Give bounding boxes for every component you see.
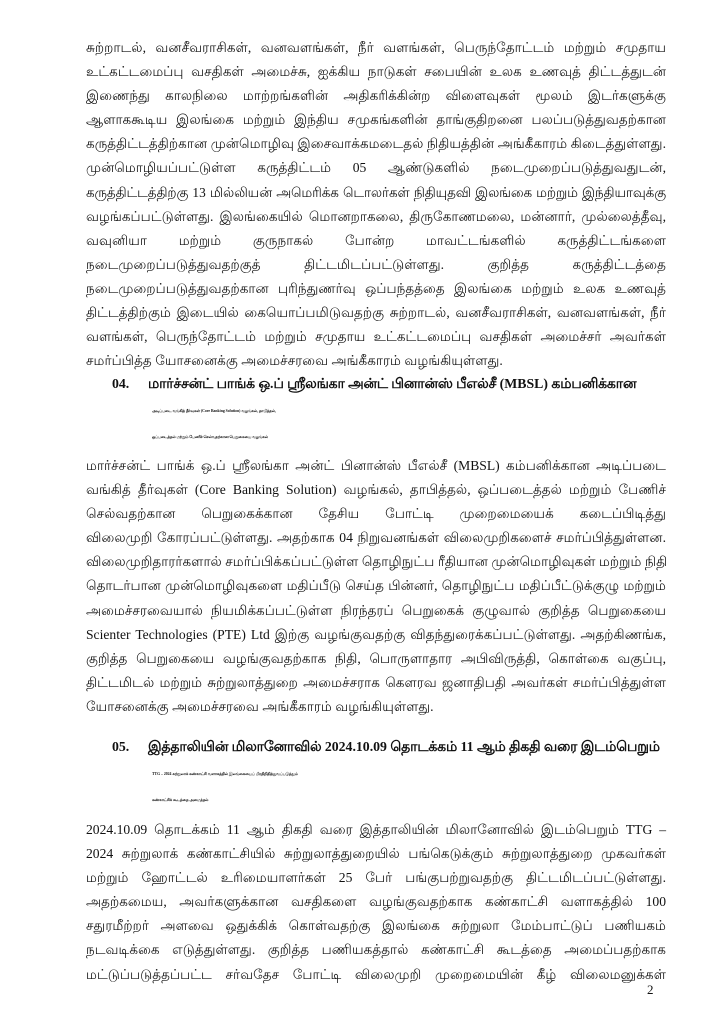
paragraph-line: சதுரமீற்றர் அளவை ஒதுக்கிக் கொள்வதற்கு இலங்கை சுற்றுலா மேம்பாட்டுப் பணியகம் — [86, 918, 666, 934]
continuation-paragraph — [86, 36, 666, 373]
page-number: 2 — [647, 982, 654, 997]
item-04-body — [86, 454, 666, 719]
paragraph-line: குறித்த பெறுகையை வழங்குவதற்காக நிதி, பொருளாதார அபிவிருத்தி, கொள்கை வகுப்பு, — [86, 650, 666, 666]
paragraph-line: Scienter Technologies (PTE) Ltd இற்கு வழங்குவதற்கு விதந்துரைக்கப்பட்டுள்ளது. அதற்கிணங்க, — [86, 626, 666, 642]
paragraph-line: தொடர்பான முன்மொழிவுகளை மதிப்பீடு செய்த பின்னர், தொழிநுட்ப மதிப்பீட்டுக்குழு மற்றும் — [86, 578, 666, 594]
paragraph-line: நடைமுறைப்படுத்துவதற்கான புரிந்துணர்வு ஒப்பந்தத்தை இலங்கை மற்றும் உலக உணவுத் — [86, 280, 666, 296]
paragraph-line: மட்டுப்படுத்தப்பட்ட சர்வதேச போட்டி விலைமுறி முறைமையின் கீழ் விலைமனுக்கள் — [86, 966, 666, 982]
heading-line: கண்காட்சிக் கூடத்தை அமைத்தல் — [152, 798, 209, 802]
item-05-body — [86, 818, 666, 987]
paragraph-line: முன்மொழியப்பட்டுள்ள கருத்திட்டம் 05 ஆண்டுகளில் நடைமுறைப்படுத்துவதுடன், — [86, 160, 666, 176]
heading-line: ஒப்படைத்தல் மற்றும் பேணிச் செல்வதற்கான பெறுகையை வழங்கல் — [152, 435, 268, 439]
paragraph-line: மார்ச்சன்ட் பாங்க் ஒ.ப் ஸ்ரீலங்கா அன்ட் பினான்ஸ் பீஎல்சீ (MBSL) கம்பனிக்கான அடிப்படை — [86, 458, 666, 473]
paragraph-line: ஆளாககூடிய இலங்கை மற்றும் இந்திய சமுகங்களின் தாங்குதிறனை பலப்படுத்துவதற்கான — [86, 112, 666, 128]
paragraph-line: கருத்திட்டத்திற்கான முன்மொழிவு இசைவாக்கமடைதல் நிதியத்தின் அங்கீகாரம் கிடைத்துள்ளது. — [86, 136, 666, 152]
paragraph-line: யோசனைக்கு அமைச்சரவை அங்கீகாரம் வழங்கியுள்ளது. — [86, 698, 434, 714]
paragraph-line: வவுனியா மற்றும் குருநாகல் போன்ற மாவட்டங்களில் கருத்திட்டங்களை — [86, 232, 666, 248]
paragraph-line: மற்றும் ஹோட்டல் உரிமையாளர்கள் 25 பேர் பங்குபற்றுவதற்கு திட்டமிடப்பட்டுள்ளது. — [86, 870, 666, 886]
paragraph-line: கருத்திட்டத்திற்கு 13 மில்லியன் அமெரிக்க டொலர்கள் நிதியுதவி இலங்கை மற்றும் இந்தியாவுக்கு — [86, 184, 666, 200]
paragraph-line: அதற்கமைய, அவர்களுக்கான வசதிகளை வழங்குவதற்காக கண்காட்சி வளாகத்தில் 100 — [86, 894, 666, 910]
item-number: 05. — [112, 739, 130, 754]
paragraph-line: சமர்ப்பித்த யோசனைக்கு அமைச்சரவை அங்கீகாரம் வழங்கியுள்ளது. — [86, 353, 503, 369]
paragraph-line: 2024.10.09 தொடக்கம் 11 ஆம் திகதி வரை இத்தாலியின் மிலானோவில் இடம்பெறும் TTG – — [86, 822, 666, 837]
item-05-heading — [112, 734, 668, 814]
paragraph-line: இணைந்து காலநிலை மாற்றங்களின் அதிகரிக்கின்ற விளைவுகள் மூலம் இடர்களுக்கு — [86, 88, 666, 104]
heading-line: இத்தாலியின் மிலானோவில் 2024.10.09 தொடக்கம் 11 ஆம் திகதி வரை இடம்பெறும் — [148, 739, 660, 754]
paragraph-line: சுற்றாடல், வனசீவராசிகள், வனவளங்கள், நீர் வளங்கள், பெருந்தோட்டம் மற்றும் சமுதாய — [86, 40, 666, 55]
paragraph-line: நடவடிக்கை எடுத்துள்ளது. குறித்த பணியகத்தால் கண்காட்சி கூடத்தை அமைப்பதற்காக — [86, 942, 666, 958]
heading-line: அடிப்படை வங்கித் தீர்வுகள் (Core Banking Solution) வழங்கல், தாபித்தல், — [152, 408, 276, 413]
item-04-heading — [112, 371, 668, 451]
paragraph-line: உட்கட்டமைப்பு வசதிகள் அமைச்சு, ஐக்கிய நாடுகள் சபையின் உலக உணவுத் திட்டத்துடன் — [86, 64, 666, 80]
paragraph-line: விலைமுறி கோரப்பட்டுள்ளது. அதற்காக 04 நிறுவனங்கள் விலைமுறிகளைச் சமர்ப்பித்துள்ளன. — [86, 530, 666, 546]
paragraph-line: 2024 சுற்றுலாக் கண்காட்சியில் சுற்றுலாத்துறையில் பங்கெடுக்கும் சுற்றுலாத்துறை முகவர்கள் — [86, 846, 666, 862]
paragraph-line: திட்டமிடல் மற்றும் சுற்றுலாத்துறை அமைச்சராக கௌரவ ஜனாதிபதி அவர்கள் சமர்ப்பித்துள்ள — [86, 674, 666, 690]
paragraph-line: வழங்கப்பட்டுள்ளது. இலங்கையில் மொனறாகலை, திருகோணமலை, மன்னார், முல்லைத்தீவு, — [86, 208, 666, 224]
paragraph-line: அமைச்சரவையால் நியமிக்கப்பட்டுள்ள நிரந்தரப் பெறுகைக் குழுவால் குறித்த பெறுகையை — [86, 602, 666, 618]
paragraph-line: விலைமுறிதாரர்களால் சமர்ப்பிக்கப்பட்டுள்ள தொழிநுட்ப ரீதியான முன்மொழிவுகள் மற்றும் நிதி — [86, 554, 668, 570]
heading-line: மார்ச்சன்ட் பாங்க் ஒ.ப் ஸ்ரீலங்கா அன்ட் பினான்ஸ் பீஎல்சீ (MBSL) கம்பனிக்கான — [148, 376, 637, 391]
paragraph-line: நடைமுறைப்படுத்துவதற்குத் திட்டமிடப்பட்டுள்ளது. குறித்த கருத்திட்டத்தை — [86, 256, 666, 272]
item-number: 04. — [112, 376, 130, 391]
paragraph-line: திட்டத்திற்கும் இடையில் கையொப்பமிடுவதற்கு சுற்றாடல், வனசீவராசிகள், வனவளங்கள், நீர் — [86, 305, 666, 321]
heading-line: TTG – 2024 சுற்றுலாக் கண்காட்சி வளாகத்தில் இலங்கையைப் பிரதிநிதித்துவப்படுத்தும் — [152, 771, 298, 776]
paragraph-line: செல்வதற்கான பெறுகைக்கான தேசிய போட்டி முறைமையைக் கடைப்பிடித்து — [86, 506, 666, 522]
paragraph-line: வங்கித் தீர்வுகள் (Core Banking Solution) வழங்கல், தாபித்தல், ஒப்படைத்தல் மற்றும் பேணிச் — [86, 482, 666, 498]
paragraph-line: வளங்கள், பெருந்தோட்டம் மற்றும் சமுதாய உட்கட்டமைப்பு வசதிகள் அமைச்சர் அவர்கள் — [86, 329, 666, 345]
